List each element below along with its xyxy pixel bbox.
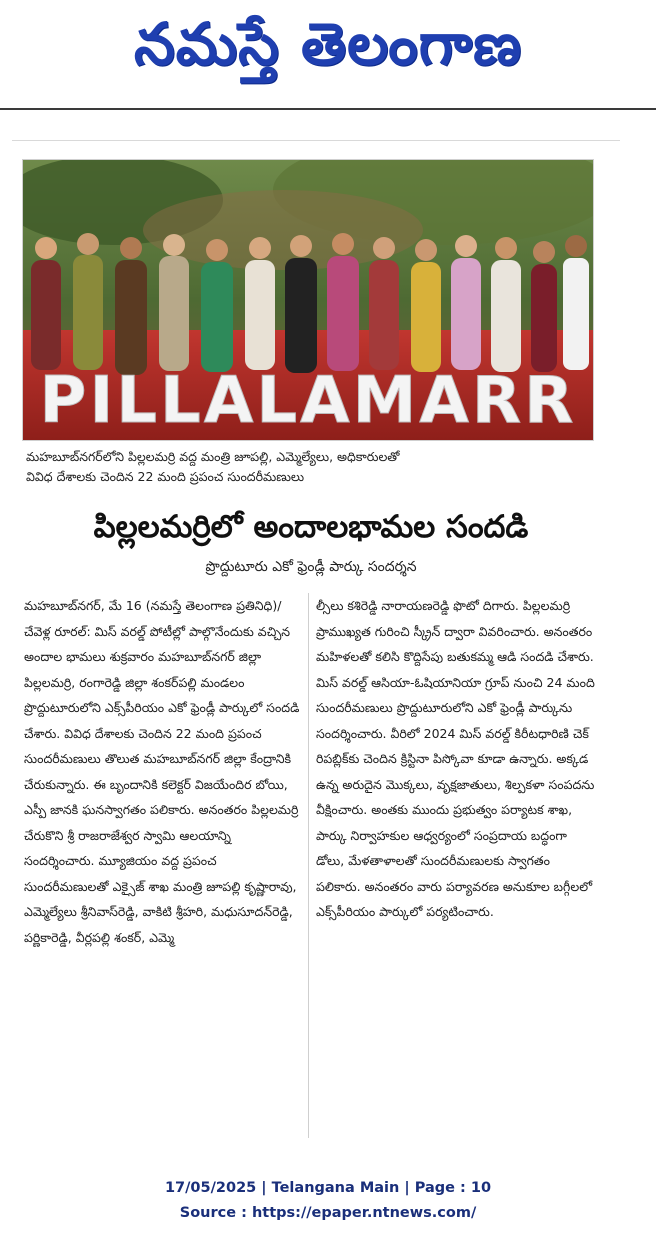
article-column-right — [316, 593, 596, 925]
masthead — [0, 0, 656, 112]
page-footer — [0, 1176, 656, 1226]
caption-line-2: వివిధ దేశాలకు చెందిన 22 మంది ప్రపంచ సుందరీమణులు — [26, 469, 305, 484]
article-subheadline: ప్రొద్దుటూరు ఎకో ఫ్రెండ్లీ పార్కు సందర్శన — [205, 559, 417, 575]
photo-illustration — [23, 160, 593, 440]
article-body-right: ల్సీలు కశిరెడ్డి నారాయణరెడ్డి ఫొటో దిగారు. పిల్లలమర్రి ప్రాముఖ్యత గురించి స్క్రీన్ ద్వారా వివరించారు. అనంతరం మహిళలతో కలిసి కొద్దిసేపు బతుకమ్మ ఆడి సందడి చేశారు. మిస్ వరల్డ్ ఆసియా-ఓషియానియా గ్రూప్ నుంచి 24 మంది సుందరీమణులు ప్రొద్దుటూరులోని ఎకో ఫ్రెండ్లీ పార్కును సందర్శించారు. వీరిలో 2024 మిస్ వరల్డ్ కిరీటధారిణి చెక్ రిపబ్లిక్‌కు చెందిన క్రిస్టినా పిస్కోవా కూడా ఉన్నారు. అక్కడ ఉన్న అరుదైన మొక్కలు, వృక్షజాతులు, శిల్పకళా సంపదను వీక్షించారు. అంతకు ముందు ప్రభుత్వం పర్యాటక శాఖ, పార్కు నిర్వాహకుల ఆధ్వర్యంలో సంప్రదాయ బద్ధంగా డోలు, మేళతాళాలతో సుందరీమణులకు స్వాగతం పలికారు. అనంతరం వారు పర్యావరణ అనుకూల బగ్గీలలో ఎక్స్‌పీరియం పార్కులో పర్యటించారు. — [316, 598, 595, 919]
column-divider — [308, 593, 309, 1138]
pillalamarri-sign: PILLALAMARR — [39, 364, 577, 438]
news-clipping — [12, 140, 620, 1163]
newspaper-logo: నమస్తే తెలంగాణ — [134, 10, 522, 78]
article-column-left — [24, 593, 304, 950]
caption-line-1: మహబూబ్‌నగర్‌లోని పిల్లలమర్రి వద్ద మంత్రి జూపల్లి, ఎమ్మెల్యేలు, అధికారులతో — [26, 449, 400, 464]
edition-info: 17/05/2025 | Telangana Main | Page : 10 — [164, 1180, 492, 1196]
article-headline: పిల్లలమర్రిలో అందాలభామల సందడి — [93, 509, 529, 545]
source-link[interactable]: Source : https://epaper.ntnews.com/ — [179, 1205, 477, 1221]
photo-caption — [26, 447, 596, 487]
news-photo — [22, 159, 594, 441]
masthead-rule — [0, 108, 656, 110]
article-body-left: మహబూబ్‌నగర్, మే 16 (నమస్తే తెలంగాణ ప్రతినిధి)/చేవెళ్ల రూరల్: మిస్ వరల్డ్ పోటీల్లో పాల్గొనేందుకు వచ్చిన అందాల భామలు శుక్రవారం మహబూబ్‌నగర్ జిల్లా పిల్లలమర్రి, రంగారెడ్డి జిల్లా శంకర్‌పల్లి మండలం ప్రొద్దుటూరులోని ఎక్స్‌పీరియం ఎకో ఫ్రెండ్లీ పార్కులో సందడి చేశారు. వివిధ దేశాలకు చెందిన 22 మంది ప్రపంచ సుందరీమణులు తొలుత మహబూబ్‌నగర్ జిల్లా కేంద్రానికి చేరుకున్నారు. ఈ బృందానికి కలెక్టర్ విజయేందిర బోయి, ఎస్పీ జానకి ఘనస్వాగతం పలికారు. అనంతరం పిల్లలమర్రి చేరుకొని శ్రీ రాజరాజేశ్వర స్వామి ఆలయాన్ని సందర్శించారు. మ్యూజియం వద్ద ప్రపంచ సుందరీమణులతో ఎక్సైజ్ శాఖ మంత్రి జూపల్లి కృష్ణారావు, ఎమ్మెల్యేలు శ్రీనివాస్‌రెడ్డి, వాకిటి శ్రీహరి, మధుసూదన్‌రెడ్డి, పర్ణికారెడ్డి, వీర్లపల్లి శంకర్, ఎమ్మె — [24, 598, 300, 945]
